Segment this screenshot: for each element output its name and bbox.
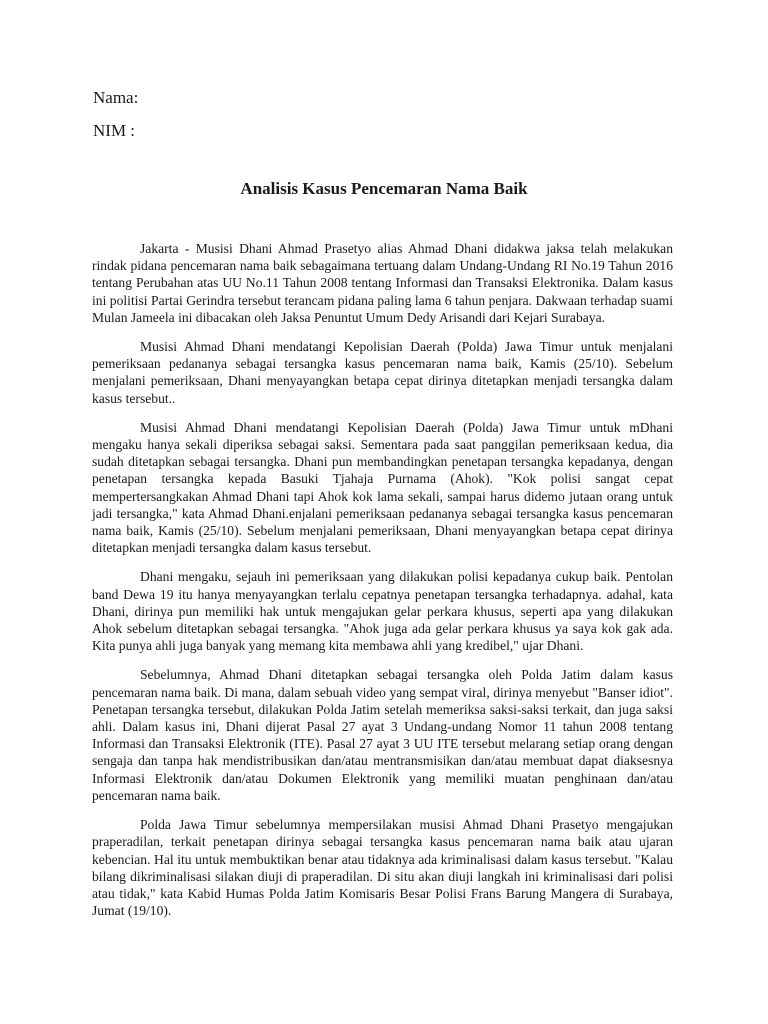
paragraph-4: Dhani mengaku, sejauh ini pemeriksaan yang dilakukan polisi kepadanya cukup baik. Pentolan band Dewa 19 itu hanya menyayangkan terlalu cepatnya penetapan tersangka terhadapnya. adahal, kata Dhani, dirinya pun memiliki hak untuk mengajukan gelar perkara khusus, seperti apa yang dilakukan Ahok sebelum ditetapkan sebagai tersangka. "Ahok juga ada gelar perkara khusus ya saya kok gak ada. Kita punya ahli juga banyak yang memang kita membawa ahli yang kredibel," ujar Dhani.	[92, 569, 673, 654]
paragraph-3: Musisi Ahmad Dhani mendatangi Kepolisian Daerah (Polda) Jawa Timur untuk mDhani mengaku hanya sekali diperiksa sebagai saksi. Sementara pada saat panggilan pemeriksaan kedua, dia sudah ditetapkan sebagai tersangka. Dhani pun membandingkan penetapan tersangka kepadanya, dengan penetapan tersangka kepada Basuki Tjahaja Purnama (Ahok). "Kok polisi sangat cepat mempertersangkakan Ahmad Dhani tapi Ahok kok lama sekali, sampai harus didemo jutaan orang untuk jadi tersangka," kata Ahmad Dhani.enjalani pemeriksaan pedananya sebagai tersangka kasus pencemaran nama baik, Kamis (25/10). Sebelum menjalani pemeriksaan, Dhani menyayangkan betapa cepat dirinya ditetapkan menjadi tersangka dalam kasus tersebut.	[92, 419, 673, 556]
paragraph-5: Sebelumnya, Ahmad Dhani ditetapkan sebagai tersangka oleh Polda Jatim dalam kasus pencemaran nama baik. Di mana, dalam sebuah video yang sempat viral, dirinya menyebut "Banser idiot". Penetapan tersangka tersebut, dilakukan Polda Jatim setelah memeriksa saksi-saksi terkait, dan juga saksi ahli. Dalam kasus ini, Dhani dijerat Pasal 27 ayat 3 Undang-undang Nomor 11 tahun 2008 tentang Informasi dan Transaksi Elektronik (ITE). Pasal 27 ayat 3 UU ITE tersebut melarang setiap orang dengan sengaja dan tanpa hak mendistribusikan dan/atau mentransmisikan dan/atau membuat dapat diaksesnya Informasi Elektronik dan/atau Dokumen Elektronik yang memiliki muatan penghinaan dan/atau pencemaran nama baik.	[92, 667, 673, 803]
document-body	[92, 240, 673, 931]
document-title: Analisis Kasus Pencemaran Nama Baik	[240, 179, 528, 198]
nim-field-label: NIM :	[93, 121, 136, 140]
name-field-label: Nama:	[93, 88, 139, 107]
paragraph-1: Jakarta - Musisi Dhani Ahmad Prasetyo alias Ahmad Dhani didakwa jaksa telah melakukan rindak pidana pencemaran nama baik sebagaimana tertuang dalam Undang-Undang RI No.19 Tahun 2016 tentang Perubahan atas UU No.11 Tahun 2008 tentang Informasi dan Transaksi Elektronika. Dalam kasus ini politisi Partai Gerindra tersebut terancam pidana paling lama 6 tahun penjara. Dakwaan terhadap suami Mulan Jameela ini dibacakan oleh Jaksa Penuntut Umum Dedy Arisandi dari Kejari Surabaya.	[92, 241, 673, 325]
paragraph-2: Musisi Ahmad Dhani mendatangi Kepolisian Daerah (Polda) Jawa Timur untuk menjalani pemeriksaan pedananya sebagai tersangka kasus pencemaran nama baik, Kamis (25/10). Sebelum menjalani pemeriksaan, Dhani menyayangkan betapa cepat dirinya ditetapkan menjadi tersangka dalam kasus tersebut..	[92, 339, 673, 406]
paragraph-6: Polda Jawa Timur sebelumnya mempersilakan musisi Ahmad Dhani Prasetyo mengajukan praperadilan, terkait penetapan dirinya sebagai tersangka kasus pencemaran nama baik atau ujaran kebencian. Hal itu untuk membuktikan benar atau tidaknya ada kriminalisasi dalam kasus tersebut. "Kalau bilang dikriminalisasi silakan diuji di praperadilan. Di situ akan diuji langkah ini kriminalisasi dari polisi atau tidak," kata Kabid Humas Polda Jatim Komisaris Besar Polisi Frans Barung Mangera di Surabaya, Jumat (19/10).	[92, 817, 673, 919]
